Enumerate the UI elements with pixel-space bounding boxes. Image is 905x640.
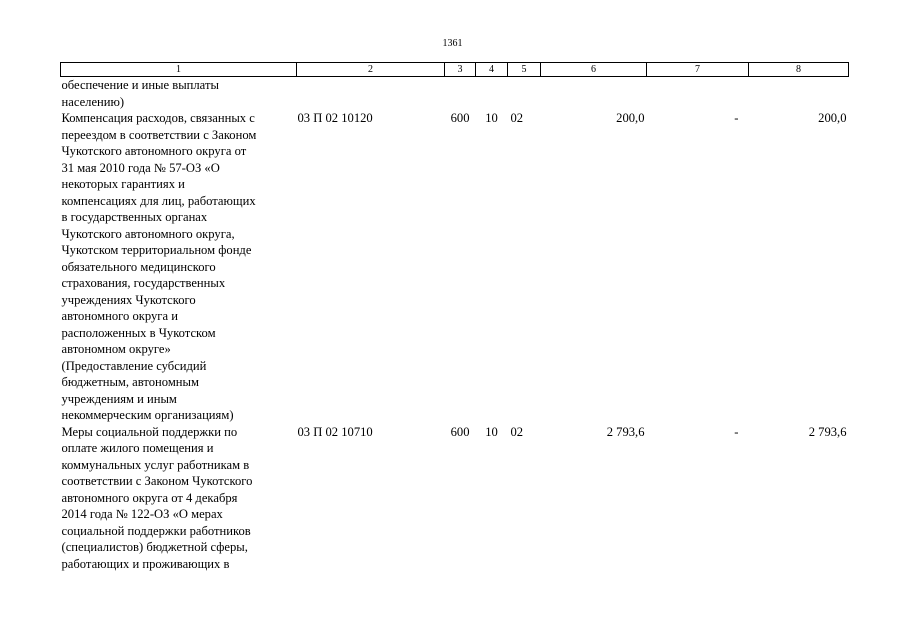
table-row (61, 110, 849, 424)
column-header-4: 4 (476, 63, 508, 77)
row-code: 03 П 02 10120 (297, 111, 373, 125)
row-col4: 10 (485, 424, 498, 439)
table-row (61, 77, 849, 111)
row-col8: 200,0 (818, 111, 847, 125)
row-col7: - (734, 424, 739, 439)
row-col7 (647, 77, 749, 111)
row-col4 (476, 77, 508, 111)
column-header-2: 2 (297, 63, 445, 77)
row-code: 03 П 02 10710 (297, 424, 373, 439)
budget-table (60, 62, 849, 572)
column-header-8: 8 (749, 63, 849, 77)
table-header-row (61, 63, 849, 77)
row-col8: 2 793,6 (808, 424, 847, 439)
row-col7: - (734, 111, 739, 125)
row-col6: 2 793,6 (606, 424, 645, 439)
row-col8 (749, 77, 849, 111)
row-name: обеспечение и иные выплаты населению) (61, 78, 219, 109)
row-col6: 200,0 (616, 111, 645, 125)
column-header-7: 7 (647, 63, 749, 77)
column-header-3: 3 (445, 63, 476, 77)
row-col5 (508, 77, 541, 111)
row-col6 (541, 77, 647, 111)
column-header-5: 5 (508, 63, 541, 77)
column-header-6: 6 (541, 63, 647, 77)
row-col5: 02 (510, 111, 524, 125)
row-col3: 600 (450, 111, 470, 125)
row-col5: 02 (510, 424, 524, 439)
table-row (61, 424, 849, 573)
row-name: Компенсация расходов, связанных с переездом в соответствии с Законом Чукотского автономного округа от 31 мая 2010 года № 57-ОЗ «О некоторых гарантиях и компенсациях для лиц, работающих в государственных органах Чукотского автономного округа, Чукотском территориальном фонде обязательного медицинского страхования, государственных учреждениях Чукотского автономного округа и расположенных в Чукотском автономном округе» (Предоставление субсидий бюджетным, автономным учреждениям и иным некоммерческим организациям) (61, 111, 257, 422)
row-name: Меры социальной поддержки по оплате жилого помещения и коммунальных услуг работникам в соответствии с Законом Чукотского автономного округа от 4 декабря 2014 года № 122-ОЗ «О мерах социальной поддержки работников (специалистов) бюджетной сферы, работающих и проживающих в (61, 424, 253, 571)
page-number: 1361 (442, 38, 463, 49)
row-col4: 10 (485, 111, 498, 125)
row-col3 (445, 77, 476, 111)
row-col3: 600 (450, 424, 470, 439)
column-header-1: 1 (61, 63, 297, 77)
row-code (297, 77, 445, 111)
